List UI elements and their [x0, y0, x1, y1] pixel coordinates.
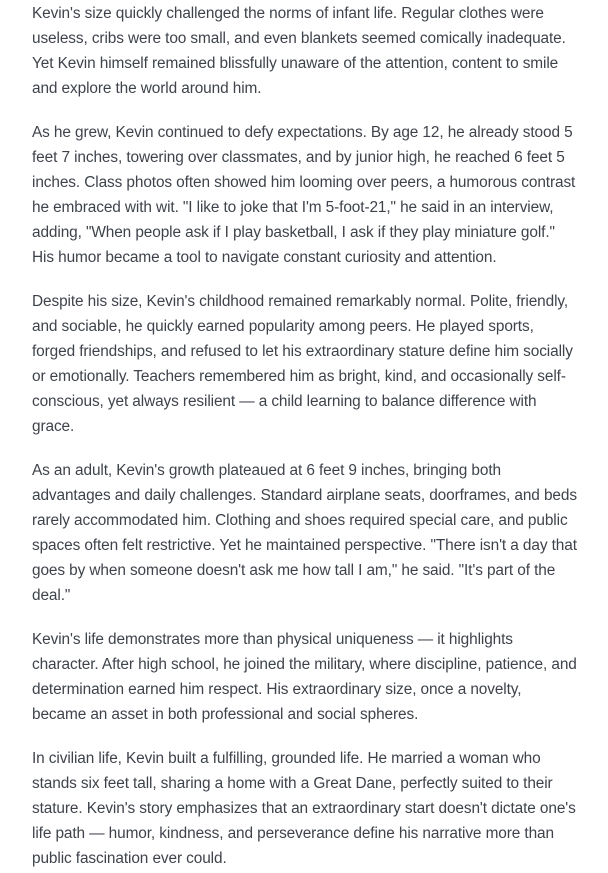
article-paragraph: As he grew, Kevin continued to defy expectations. By age 12, he already stood 5 feet 7 inches, towering over classmates, and by junior high, he reached 6 feet 5 inches. Class photos often showed him looming over peers, a humorous contrast he embraced with wit. "I like to joke that I'm 5-foot-21," he said in an interview, adding, "When people ask if I play basketball, I ask if they play miniature golf." His humor became a tool to navigate constant curiosity and attention. [32, 124, 576, 266]
article-paragraph: Kevin's life demonstrates more than physical uniqueness — it highlights character. After high school, he joined the military, where discipline, patience, and determination earned him respect. His extraordinary size, once a novelty, became an asset in both professional and social spheres. [32, 631, 577, 723]
article-paragraph: Despite his size, Kevin's childhood remained remarkably normal. Polite, friendly, and sociable, he quickly earned popularity among peers. He played sports, forged friendships, and refused to let his extraordinary stature define him socially or emotionally. Teachers remembered him as bright, kind, and occasionally self-conscious, yet always resilient — a child learning to balance difference with grace. [32, 293, 573, 435]
article-paragraph: Kevin's size quickly challenged the norms of infant life. Regular clothes were useless, cribs were too small, and even blankets seemed comically inadequate. Yet Kevin himself remained blissfully unaware of the attention, content to smile and explore the world around him. [32, 5, 566, 97]
article-paragraph: As an adult, Kevin's growth plateaued at 6 feet 9 inches, bringing both advantages and daily challenges. Standard airplane seats, doorframes, and beds rarely accommodated him. Clothing and shoes required special care, and public spaces often felt restrictive. Yet he maintained perspective. "There isn't a day that goes by when someone doesn't ask me how tall I am," he said. "It's part of the deal." [32, 462, 577, 604]
article-paragraph: In civilian life, Kevin built a fulfilling, grounded life. He married a woman who stands six feet tall, sharing a home with a Great Dane, perfectly suited to their stature. Kevin's story emphasizes that an extraordinary start doesn't dictate one's life path — humor, kindness, and perseverance define his narrative more than public fascination ever could. [32, 750, 576, 867]
